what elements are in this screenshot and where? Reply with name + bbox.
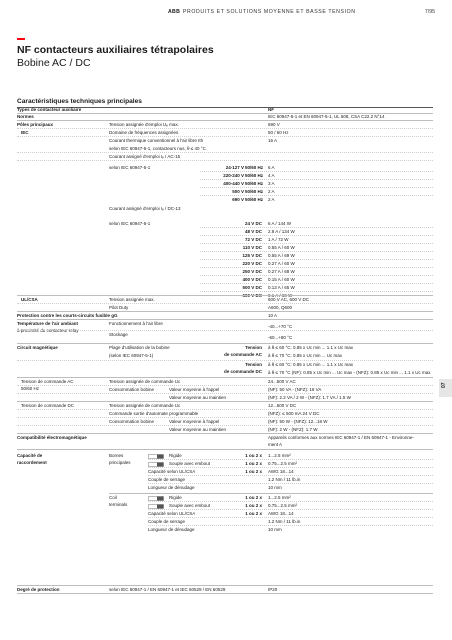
value-freq: 50 / 60 Hz xyxy=(268,130,289,135)
divider xyxy=(200,171,433,172)
label-tension-ac: Tension xyxy=(245,345,262,350)
title-accent-bar xyxy=(17,38,25,40)
divider xyxy=(200,259,433,260)
value-fonct: -40...+70 °C xyxy=(268,324,293,329)
value-type: NF xyxy=(268,107,274,112)
divider xyxy=(17,330,433,331)
value-dc-maintien: (NF): 2 W - (NFZ): 1.7 W xyxy=(268,427,318,432)
divider xyxy=(200,251,433,252)
dc13-voltage: 220 V DC xyxy=(242,261,262,266)
coil-rigide-count: 1 ou 2 x xyxy=(245,495,262,500)
ac15-current: 3 A xyxy=(268,181,275,186)
ac15-frequency: 50/60 Hz xyxy=(245,181,264,186)
label-ac-maintien: Valeur moyenne au maintien xyxy=(169,395,226,400)
row-label-circuit: Circuit magnétique xyxy=(17,345,58,350)
ac15-voltage: 24-127 V xyxy=(225,165,244,170)
header-title: PRODUITS ET SOLUTIONS MOYENNE ET BASSE TENSION xyxy=(183,9,356,15)
label-plage-std: (selon IEC 60947-5-1) xyxy=(109,353,154,358)
coil-rigide-value: 1...2.5 mm² xyxy=(268,495,291,500)
coil-longueur-label: Longueur de dénudage xyxy=(148,527,195,532)
coil-ulcsa-count: 1 ou 2 x xyxy=(245,511,262,516)
row-label-temp: Température de l'air ambiant xyxy=(17,321,79,326)
row-label-capacite-2: raccordement xyxy=(17,460,47,465)
dc13-current: 0.1 A / 60 W xyxy=(268,293,293,298)
bornes-label: Bornes xyxy=(109,453,124,458)
ac15-current: 2 A xyxy=(268,189,275,194)
ac15-voltage: 690 V xyxy=(232,197,244,202)
label-tension-dc-2: de commande DC xyxy=(223,369,262,374)
ac15-voltage: 500 V xyxy=(232,189,244,194)
label-cmdac-tension: Tension assignée de commande Uc xyxy=(109,379,181,384)
row-label-cmddc: Tension de commande DC xyxy=(21,403,75,408)
divider xyxy=(17,593,433,594)
dc13-current: 0.55 A / 69 W xyxy=(268,253,295,258)
value-normes: IEC 60947-5-1 et EN 60947-5-1, UL 508, CSA C22.2 N°14 xyxy=(268,114,385,119)
bornes-souple-icon xyxy=(148,462,164,467)
divider xyxy=(148,517,433,518)
coil-couple-label: Couple de serrage xyxy=(148,519,186,524)
dc13-current: 0.55 A / 60 W xyxy=(268,245,295,250)
row-label-ulcsa: UL/CSA xyxy=(21,297,38,302)
divider xyxy=(17,401,433,402)
ac15-frequency: 50/60 Hz xyxy=(245,197,264,202)
divider xyxy=(17,393,433,394)
ac15-voltage: 220-240 V xyxy=(223,173,244,178)
divider xyxy=(17,385,433,386)
ac15-current: 2 A xyxy=(268,197,275,202)
label-dc-maintien: Valeur moyenne au maintien xyxy=(169,427,226,432)
row-label-protection: Protection contre les courts-circuits fusible gG xyxy=(17,313,118,318)
label-ith: Courant thermique conventionnel à l'air libre Ith xyxy=(109,138,204,143)
value-pilot: A600, Q600 xyxy=(268,305,293,310)
ac15-current: 4 A xyxy=(268,173,275,178)
divider xyxy=(17,409,433,410)
dc13-current: 6 A / 144 W xyxy=(268,221,292,226)
dc13-current: 2.8 A / 134 W xyxy=(268,229,295,234)
page-title: NF contacteurs auxiliaires tétrapolaires xyxy=(17,44,214,56)
divider xyxy=(17,136,433,137)
value-ac-appel: (NF): 50 VA - (NFZ): 16 VA xyxy=(268,387,322,392)
value-emc: Appareils conformes aux normes IEC 60947-1 / EN 60947-1 - Environne- xyxy=(268,435,414,440)
divider xyxy=(200,195,433,196)
label-ulcsa-tension: Tension assignée max. xyxy=(109,297,155,302)
dc13-voltage: 400 V DC xyxy=(242,277,262,282)
divider xyxy=(17,319,433,320)
value-emc-2: ment A xyxy=(268,442,283,447)
label-dc-conso: Consommation bobine xyxy=(109,419,155,424)
divider xyxy=(17,449,433,450)
bornes-rigide-label: Rigide xyxy=(169,453,182,458)
divider xyxy=(148,501,433,502)
value-tension-ac-1: à θ ≤ 60 °C: 0.85 x Uc min ... 1.1 x Uc max xyxy=(268,345,354,350)
value-dc-appel: (NF): 50 W - (NFZ): 12...18 W xyxy=(268,419,328,424)
dc13-current: 0.13 A / 65 W xyxy=(268,285,295,290)
label-freq: Domaine de fréquences assignées xyxy=(109,130,179,135)
divider xyxy=(200,283,433,284)
divider xyxy=(17,377,433,378)
divider xyxy=(17,128,433,129)
label-dc13-std: selon IEC 60947-5-1 xyxy=(109,221,151,226)
coil-souple-label: Souple avec embout xyxy=(169,503,211,508)
value-ith: 16 A xyxy=(268,138,278,143)
label-ac15-std: selon IEC 60947-5-1 xyxy=(109,165,151,170)
row-label-poles: Pôles principaux xyxy=(17,122,54,127)
value-cmdac-tension: 24...500 V AC xyxy=(268,379,296,384)
label-dc-appel: Valeur moyenne à l'appel xyxy=(169,419,220,424)
bornes-rigide-count: 1 ou 2 x xyxy=(245,453,262,458)
divider xyxy=(200,243,433,244)
divider xyxy=(200,275,433,276)
dc13-voltage: 500 V DC xyxy=(242,285,262,290)
divider xyxy=(200,187,433,188)
ac15-frequency: 50/60 Hz xyxy=(245,189,264,194)
dc13-voltage: 24 V DC xyxy=(244,221,262,226)
row-label-cmdac: Tension de commande AC xyxy=(21,379,74,384)
bornes-longueur-value: 10 mm xyxy=(268,485,282,490)
divider xyxy=(109,493,433,494)
label-tension-dc: Tension xyxy=(245,362,262,367)
divider xyxy=(148,483,433,484)
bornes-souple-count: 1 ou 2 x xyxy=(245,461,262,466)
divider xyxy=(148,467,433,468)
coil-ulcsa-label: Capacité selon UL/CSA xyxy=(148,511,196,516)
dc13-voltage: 72 V DC xyxy=(244,237,262,242)
label-ac-conso: Consommation bobine xyxy=(109,387,155,392)
divider xyxy=(17,120,433,121)
ac15-frequency: 50/60 Hz xyxy=(245,165,264,170)
coil-label-2: terminals xyxy=(109,502,128,507)
chapter-tab-label: 07 xyxy=(441,382,447,388)
bornes-rigide-value: 1...2.5 mm² xyxy=(268,453,291,458)
bornes-souple-label: Souple avec embout xyxy=(169,461,211,466)
dc13-current: 0.15 A / 60 W xyxy=(268,277,295,282)
ac15-voltage: 400-440 V xyxy=(223,181,244,186)
bornes-couple-value: 1.2 Nm / 11 lb.in xyxy=(268,477,301,482)
divider xyxy=(17,152,433,153)
row-label-protection-degree: Degré de protection xyxy=(17,587,60,592)
page-number: 7/95 xyxy=(424,9,435,15)
divider xyxy=(17,585,433,586)
label-cmddc-tension: Tension assignée de commande Uc xyxy=(109,403,181,408)
bornes-label-2: principales xyxy=(109,460,131,465)
page-header xyxy=(0,9,452,21)
divider xyxy=(17,425,433,426)
label-tension-ac-2: de commande AC xyxy=(224,352,262,357)
label-ith-note: selon IEC 60947-5-1, contacteurs nus, θ ≤ 40 °C xyxy=(109,146,206,151)
divider xyxy=(148,459,433,460)
label-stock: Stockage xyxy=(109,332,128,337)
row-label-cmdac-2: 50/60 Hz xyxy=(21,386,40,391)
ac15-frequency: 50/60 Hz xyxy=(245,173,264,178)
dc13-voltage: 250 V DC xyxy=(242,269,262,274)
chapter-tab xyxy=(439,379,452,397)
bornes-longueur-label: Longueur de dénudage xyxy=(148,485,195,490)
row-label-normes: Normes xyxy=(17,114,34,119)
divider xyxy=(17,311,433,312)
divider xyxy=(17,303,433,304)
label-fonct: Fonctionnement à l'air libre xyxy=(109,321,163,326)
coil-ulcsa-value: AWG 18...14 xyxy=(268,511,294,516)
coil-couple-value: 1.2 Nm / 11 lb.in xyxy=(268,519,301,524)
row-label-capacite: Capacité de xyxy=(17,453,43,458)
value-ui: 690 V xyxy=(268,122,280,127)
value-ulcsa-tension: 600 V AC, 600 V DC xyxy=(268,297,310,302)
value-protection-degree: IP20 xyxy=(268,587,278,592)
value-stock: -60...+80 °C xyxy=(268,335,293,340)
divider xyxy=(17,360,433,361)
label-ui: Tension assignée d'emploi Uₑ max. xyxy=(109,122,179,127)
row-label-temp-2: à proximité du contacteur relay xyxy=(17,328,79,333)
row-label-emc: Compatibilité électromagnétique xyxy=(17,435,87,440)
label-ac-appel: Valeur moyenne à l'appel xyxy=(169,387,220,392)
label-pilot: Pilot Duty xyxy=(109,305,129,310)
bornes-ulcsa-label: Capacité selon UL/CSA xyxy=(148,469,196,474)
divider xyxy=(17,343,433,344)
bornes-rigide-icon xyxy=(148,454,164,459)
dc13-current: 0.27 A / 68 W xyxy=(268,269,295,274)
coil-souple-icon xyxy=(148,504,164,509)
divider xyxy=(17,295,433,296)
section-title: Caractéristiques techniques principales xyxy=(17,98,142,105)
divider xyxy=(200,267,433,268)
value-tension-ac-2: à θ ≤ 70 °C: 0.85 x Uc min ... Uc max xyxy=(268,353,343,358)
row-label-type: Types de contacteur auxiliaire xyxy=(17,107,82,112)
divider xyxy=(200,235,433,236)
dc13-voltage: 125 V DC xyxy=(242,253,262,258)
coil-rigide-label: Rigide xyxy=(169,495,182,500)
divider xyxy=(148,525,433,526)
dc13-voltage: 600 V DC xyxy=(242,293,262,298)
divider xyxy=(200,227,433,228)
value-cmddc-tension: 12...500 V DC xyxy=(268,403,297,408)
label-protection-degree-std: selon IEC 60947-1 / EN 60947-1 et IEC 60529 / EN 60529 xyxy=(109,587,226,592)
dc13-current: 1 A / 72 W xyxy=(268,237,289,242)
coil-souple-value: 0.75...2.5 mm² xyxy=(268,503,298,508)
bornes-souple-value: 0.75...2.5 mm² xyxy=(268,461,298,466)
value-ac-maintien: (NF): 2.2 VA / 2 W - (NFZ): 1.7 VA / 1.5 W xyxy=(268,395,351,400)
divider xyxy=(17,160,433,161)
bornes-ulcsa-count: 1 ou 2 x xyxy=(245,469,262,474)
coil-label: Coil xyxy=(109,495,117,500)
brand-logo: ABB xyxy=(168,9,181,15)
label-plage: Plage d'utilisation de la bobine xyxy=(109,345,170,350)
divider xyxy=(17,417,433,418)
bornes-couple-label: Couple de serrage xyxy=(148,477,186,482)
value-prog: (NFZ): ≤ 500 mA 24 V DC xyxy=(268,411,320,416)
coil-longueur-value: 10 mm xyxy=(268,527,282,532)
value-tension-dc-1: à θ ≤ 60 °C: 0.85 x Uc min ... 1.1 x Uc max xyxy=(268,362,354,367)
divider xyxy=(17,433,433,434)
dc13-voltage: 48 V DC xyxy=(244,229,262,234)
value-tension-dc-2: à θ ≤ 70 °C (NF): 0.85 x Uc min ... Uc max - (NFZ): 0.85 x Uc min ... 1.1 x Uc max xyxy=(268,370,431,375)
coil-souple-count: 1 ou 2 x xyxy=(245,503,262,508)
label-ac15: Courant assigné d'emploi Iₑ / AC-15 xyxy=(109,154,181,159)
row-label-iec: IEC xyxy=(21,130,29,135)
label-dc13: Courant assigné d'emploi Iₑ / DC-13 xyxy=(109,206,181,211)
dc13-current: 0.27 A / 60 W xyxy=(268,261,295,266)
divider xyxy=(148,509,433,510)
coil-rigide-icon xyxy=(148,496,164,501)
divider xyxy=(148,475,433,476)
divider xyxy=(200,291,433,292)
page-subtitle: Bobine AC / DC xyxy=(17,57,91,69)
value-protection: 10 A xyxy=(268,313,278,318)
dc13-voltage: 110 V DC xyxy=(242,245,262,250)
divider xyxy=(200,179,433,180)
bornes-ulcsa-value: AWG 18...14 xyxy=(268,469,294,474)
ac15-current: 6 A xyxy=(268,165,275,170)
label-prog: Commande sortie d'automate programmable xyxy=(109,411,199,416)
